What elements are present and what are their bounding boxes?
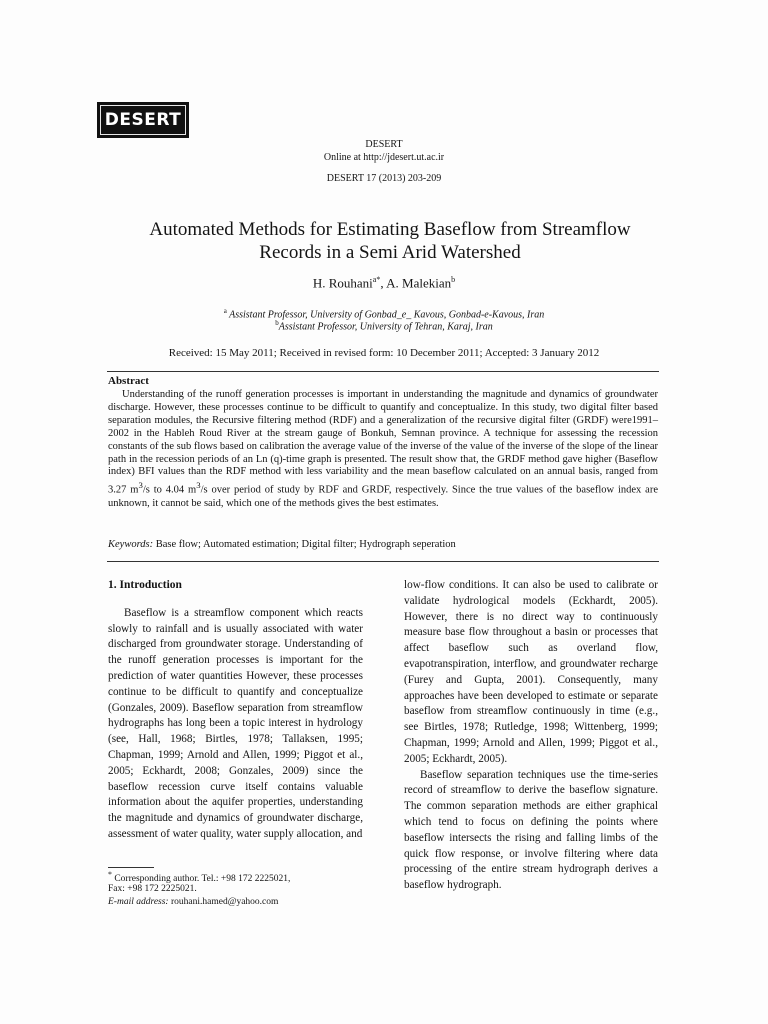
journal-citation: DESERT 17 (2013) 203-209 [326, 173, 442, 184]
body-paragraph: low-flow conditions. It can also be used to calibrate or validate hydrological models (Eckhardt, 2005). However, there is no direct way to continuously measure base flow throughout a basin or processes that affect baseflow such as overland flow, evapotranspiration, interflow, and groundwater recharge (Furey and Gupta, 2001). Consequently, many approaches have been developed to estimate or separate baseflow from streamflow continuously in time (e.g., see Birtles, 1978; Rutledge, 1998; Wittenberg, 1999; Chapman, 1999; Arnold and Allen, 1999; Piggot et al., 2005; Eckhardt, 2005). [404, 579, 658, 765]
section-heading: 1. Introduction [108, 579, 182, 591]
footnote-line [108, 870, 290, 884]
journal-url: Online at http://jdesert.ut.ac.ir [323, 152, 445, 163]
body-column-left [108, 578, 363, 843]
paper-title-line-2: Records in a Semi Arid Watershed [259, 242, 521, 263]
affiliation [0, 319, 768, 332]
footnote-line [108, 897, 278, 907]
divider [107, 561, 659, 562]
keywords-text: Base flow; Automated estimation; Digital filter; Hydrograph seperation [153, 539, 456, 550]
divider [107, 371, 659, 372]
abstract-heading: Abstract [108, 375, 149, 387]
affiliation-marker: a [223, 307, 227, 315]
footnote-email-label: E-mail address: [108, 897, 169, 907]
author-name: H. Rouhani [312, 275, 373, 291]
keywords-label: Keywords: [108, 539, 154, 550]
author-list [0, 275, 768, 291]
paper-title [120, 218, 660, 264]
journal-name: DESERT [365, 139, 403, 150]
body-column-right [404, 578, 658, 894]
superscript: 3 [196, 480, 201, 491]
author-name: A. Malekian [386, 275, 452, 291]
affiliation-marker: b [275, 319, 279, 327]
keywords [108, 539, 456, 550]
footnote-email: rouhani.hamed@yahoo.com [168, 897, 279, 907]
superscript: 3 [138, 480, 143, 491]
affiliation-text: Assistant Professor, University of Gonbad_e_ Kavous, Gonbad-e-Kavous, Iran [226, 309, 545, 321]
footnote-divider [108, 867, 154, 868]
paper-title-line-1: Automated Methods for Estimating Baseflow from Streamflow [149, 219, 631, 240]
abstract-text-part: Understanding of the runoff generation processes is important in understanding the magnitude and dynamics of groundwater discharge. However, these processes continue to be difficult to quantify and conceptualize. In this study, two digital filter based separation modules, the Recursive filtering method (RDF) and a generalization of the recursive digital filter (GRDF) were1991–2002 in the Hableh Roud River at the stream gauge of Bonkuh, Semnan province. A technique for assessing the recession constants of the sub flows based on calibration the average value of the inverse of the value of the inverse of the slope of the linear path in the recession periods of an Ln (q)-time graph is presented. The result show that, the GRDF method gave higher (Baseflow index) BFI values than the RDF method with less variability and the mean baseflow calculated on an annual basis, ranged from 3.27 m [108, 389, 658, 496]
abstract-text-part: /s to 4.04 m [142, 484, 197, 496]
author-separator: , [380, 275, 387, 291]
journal-logo-text: DESERT [100, 105, 186, 135]
submission-dates: Received: 15 May 2011; Received in revised form: 10 December 2011; Accepted: 3 January 2012 [168, 347, 600, 359]
affiliation-text: Assistant Professor, University of Tehran, Karaj, Iran [278, 321, 493, 333]
abstract-text-part: /s over period of study by RDF and GRDF, respectively. Since the true values of the baseflow index are unknown, it cannot be said, which one of the methods gives the best estimates. [108, 484, 658, 509]
author-superscript: a* [372, 275, 381, 284]
body-paragraph: Baseflow is a streamflow component which reacts slowly to rainfall and is usually associated with water discharged from groundwater storage. Understanding of the runoff generation processes is important for the prediction of water quantities However, these processes continue to be difficult to quantify and conceptualize (Gonzales, 2009). Baseflow separation from streamflow hydrographs has long been a topic interest in hydrology (see, Hall, 1968; Birtles, 1978; Tallaksen, 1995; Chapman, 1999; Arnold and Allen, 1999; Piggot et al., 2005; Eckhardt, 2008; Gonzales, 2009) since the baseflow recession curve itself contains valuable information about the aquifer properties, understanding the magnitude and dynamics of groundwater discharge, assessment of water quality, water supply allocation, and [108, 606, 363, 840]
footnote-line: Fax: +98 172 2225021. [108, 884, 197, 894]
author-superscript: b [451, 275, 456, 284]
footnote-text: Corresponding author. Tel.: +98 172 2225021, [111, 874, 291, 885]
body-paragraph: Baseflow separation techniques use the time-series record of streamflow to derive the baseflow signature. The common separation methods are either graphical which tend to focus on defining the points where baseflow intersects the rising and falling limbs of the quick flow response, or involve filtering where data processing of the entire stream hydrograph derives a baseflow hydrograph. [404, 768, 658, 892]
abstract-body [108, 389, 658, 511]
footnote-marker: * [108, 870, 112, 879]
journal-logo [97, 102, 189, 138]
